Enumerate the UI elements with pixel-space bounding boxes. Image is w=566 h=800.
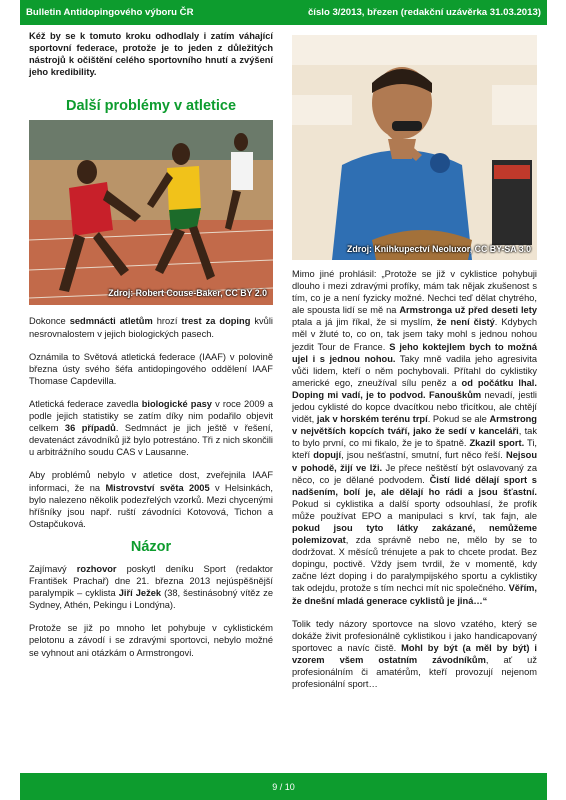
text: kvůli nesrovnalostem v jejich biologických pasech. xyxy=(29,316,273,339)
text: Atletická federace zavedla xyxy=(29,398,142,409)
bold-text: sedmnácti atletům xyxy=(69,316,153,327)
text: hrozí xyxy=(152,316,182,327)
bold-text: rozhovor xyxy=(76,563,117,574)
paragraph-zajimavy xyxy=(29,563,273,611)
page-footer xyxy=(20,773,547,800)
quote-paragraph xyxy=(292,268,537,607)
bold-text: biologické pasy xyxy=(141,398,212,409)
text: Mimo jiné prohlásil: „Protože se již v cyklistice pohybuji dlouho i mezi zdravými profíky, mám tak nějak zkušenost s tím, co je a není fyzicky možné. Nechci teď dělat chytrého, ale spousta lidí se mě na xyxy=(292,269,537,316)
paragraph-protoze: Protože se již po mnoho let pohybuje v cyklistickém pelotonu a závodí i se zdravými sportovci, nebylo možné se vyhnout ani otázkám o Armstrongovi. xyxy=(29,623,273,658)
page-number: 9 / 10 xyxy=(272,781,295,792)
text: . Kdybych měl v žluté to, co on, tak jsem taky mohl s jednou nohou jezdit Tour de France. xyxy=(292,317,537,352)
text: , tak to bylo první, co mi fikalo, že je to špatně. xyxy=(292,426,537,449)
text: Aby problémů nebylo v atletice dost, zveřejnila IAAF informaci, že na xyxy=(29,470,273,493)
text: v roce 2009 a podle jejich statistiky se zatím díky nim podařilo objevit celkem xyxy=(29,398,274,434)
cyclist-photo xyxy=(292,35,537,260)
text: v Helsinkách, bylo nalezeno několik podezřelých vzorků. Mezi chycenými hříšníky jsou např. ruští závodníci Kotovová, Tichon a Ostapčuková. xyxy=(29,482,273,529)
issue-info: číslo 3/2013, březen (redakční uzávěrka 31.03.2013) xyxy=(307,7,541,18)
bold-text: od počátku lhal. Doping mi vadí, je to podvod. Fanouškům xyxy=(292,377,537,400)
heading-athletics: Další problémy v atletice xyxy=(65,98,237,115)
text: Pokud si cyklistika a další sporty odsouhlasí, že profík může používat EPO a manipulaci s krví, tak fajn, ale xyxy=(292,498,537,521)
text: nevadí, jestli jedou cyklisté do kopce dvacítkou nebo třicítkou, ale chtějí vidět, xyxy=(292,389,537,425)
text: Taky mně vadila jeho agresivita vůči lidem, kteří o něm pochybovali. Přítahl do cyklistiky americké ego, zneužíval sílu peněz a xyxy=(292,353,537,388)
text: Ti, kteří xyxy=(292,438,538,461)
text: . Sedmnáct je jich ještě v řešení, devatenáct závodníků již bylo potrestáno. Tři z nich skončili u arbitrážního soudu CAS v Lausanne. xyxy=(29,423,273,458)
bold-text: Čistí lidé dělají sport s nadšením, bolí je, ale dělají ho rádi a jsou šťastní. xyxy=(292,474,537,497)
text: ptala a já jim říkal, že si myslím, xyxy=(292,317,437,328)
bold-text: Mistrovství světa 2005 xyxy=(105,482,210,493)
bold-text: Věřím, že dnešní mladá generace cyklistů je jiná…“ xyxy=(292,583,537,606)
bold-text: jak v horském terénu trpí xyxy=(316,414,428,425)
bold-text: Armstronga už před deseti lety xyxy=(399,305,537,316)
paragraph-atleticka xyxy=(29,398,273,458)
text: Je přece neštěstí být oslavovaný za něco, co je dělané podvodem. xyxy=(292,462,537,485)
right-column xyxy=(292,268,537,701)
photo2-caption: Zdroj: Knihkupectví Neoluxor, CC BY-SA 3.0 xyxy=(347,244,531,254)
text: , jsou nešťastní, smutní, furt něco řeší. xyxy=(341,450,506,461)
bold-text: Armstrong v největších kopcích tváří, jako že sedí v kanceláři xyxy=(292,414,537,437)
jezek-image xyxy=(292,35,537,260)
text: (38, šestinásobný vítěz ze Sydney, Athén, Pekingu i Londýna). xyxy=(29,588,273,611)
paragraph-aby xyxy=(29,469,273,529)
left-column xyxy=(29,30,273,670)
text: Zajímavý xyxy=(29,563,77,574)
bold-text: Mohl by být (a měl by být) i vzorem všem ostatním závodníkům xyxy=(292,642,537,665)
bold-text: Zkazil sport. xyxy=(469,438,525,449)
paragraph-oznamila: Oznámila to Světová atletická federace (IAAF) v polovině března ústy svého šéfa antidopingového oddělení IAAF Thomase Capdevilla. xyxy=(29,351,273,386)
bold-text: Jiří Ježek xyxy=(118,588,162,599)
bold-text: S jeho koktejlem bych to možná ujel i s jednou nohou. xyxy=(292,341,537,364)
text: Tolik tedy názory sportovce na slovo vzatého, který se dokáže živit profesionálně cyklistikou i jako handicapovaný sportovec a navíc čistě. xyxy=(292,618,537,653)
text: . Pokud se ale xyxy=(427,414,490,425)
bold-text: Nejsou v pohodě, žijí ve lži. xyxy=(292,450,537,473)
text: , ať už profesionálním či amatérům, kteří provozují nejenom profesionální sport… xyxy=(292,654,538,690)
bold-text: že není čistý xyxy=(436,317,495,328)
closing-paragraph xyxy=(292,618,537,691)
page-header xyxy=(20,0,547,25)
text: Dokonce xyxy=(29,316,70,327)
photo1-caption: Zdroj: Robert Couse-Baker, CC BY 2.0 xyxy=(108,288,267,299)
sprinters-image xyxy=(29,120,273,305)
intro-paragraph: Kéž by se k tomuto kroku odhodlaly i zatím váhající sportovní federace, protože je to jeden z důležitých nástrojů k očištění celého sportovního hnutí a zvýšení jeho kredibility. xyxy=(29,31,273,78)
heading-nazor: Názor xyxy=(130,538,172,555)
bold-text: dopují xyxy=(313,450,342,461)
bulletin-title: Bulletin Antidopingového výboru ČR xyxy=(26,7,194,18)
bold-text: trest za doping xyxy=(181,316,251,327)
text: , zda správně nebo ne, mělo by se to dodržovat. X měsíců trénujete a pak to chcete prodat. Bez dopingu, poctivě. Vždy jsem tvrdil, že v momentě, kdy začne lézt doping i do paralympijského sportu a cyklistiky tak odejdu, protože s tím nechci mít nic společného. xyxy=(292,535,537,594)
bold-text: pokud jsou tyto látky zakázané, nemůžeme polemizovat xyxy=(292,522,537,546)
athletes-photo xyxy=(29,120,273,305)
bold-text: 36 případů xyxy=(64,423,116,434)
paragraph-dokonce xyxy=(29,315,273,339)
text: poskytl deníku Sport (redaktor František Prachař) dne 21. března 2013 nejúspěšnější paralympik – cyklista xyxy=(29,563,273,599)
